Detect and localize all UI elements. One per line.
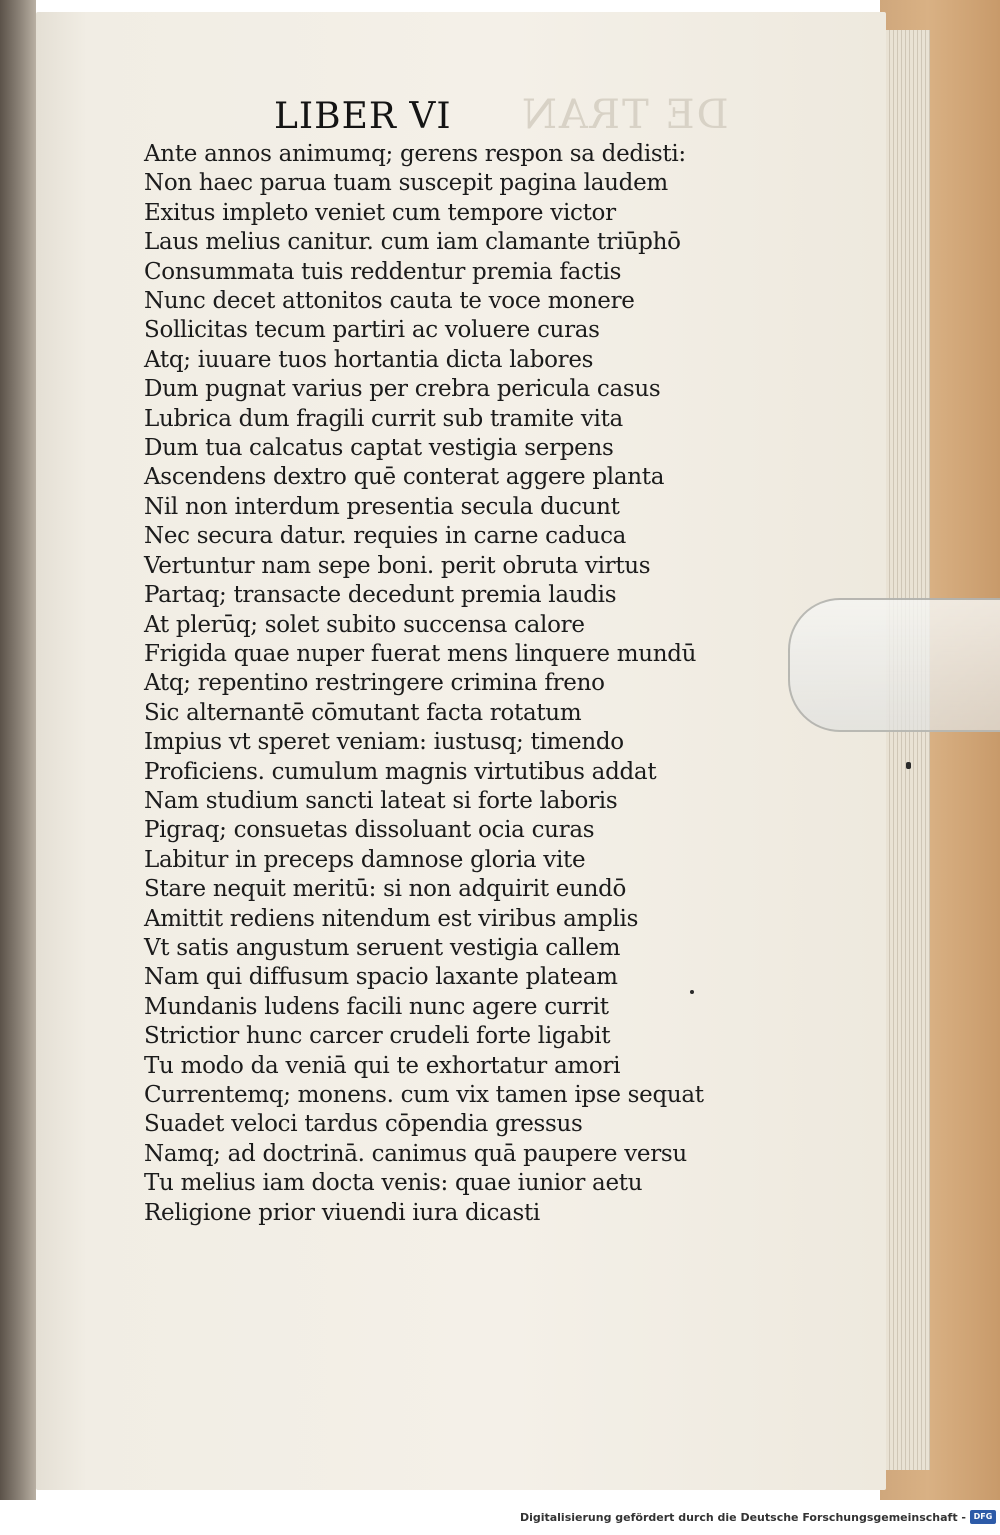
verse-line: Partaq; transacte decedunt premia laudis bbox=[144, 582, 617, 609]
verse-line: Vertuntur nam sepe boni. perit obruta virtus bbox=[144, 552, 651, 579]
verse-line: Stare nequit meritū: si non adquirit eundō bbox=[144, 876, 627, 903]
digitization-credit: Digitalisierung gefördert durch die Deutsche Forschungsgemeinschaft - bbox=[519, 1511, 966, 1524]
verse-line: Proficiens. cumulum magnis virtutibus addat bbox=[144, 758, 657, 785]
dfg-logo: DFG bbox=[970, 1510, 996, 1524]
ink-mark bbox=[906, 762, 911, 769]
verse-line: Vt satis angustum seruent vestigia callem bbox=[144, 934, 621, 961]
verse-line: Ante annos animumq; gerens respon sa dedisti: bbox=[144, 141, 686, 167]
verse-line: Nam studium sancti lateat si forte laboris bbox=[144, 787, 618, 814]
facing-page-edge bbox=[0, 0, 36, 1500]
verse-line: Amittit rediens nitendum est viribus amplis bbox=[144, 905, 639, 932]
showthrough-text: DE TRAN bbox=[520, 92, 729, 138]
verse-line: Mundanis ludens facili nunc agere currit bbox=[144, 993, 609, 1020]
verse-line: Tu melius iam docta venis: quae iunior aetu bbox=[144, 1170, 643, 1197]
verse-text bbox=[144, 140, 844, 1228]
verse-line: Strictior hunc carcer crudeli forte ligabit bbox=[144, 1023, 611, 1050]
verse-line: Namq; ad doctrinā. canimus quā paupere versu bbox=[144, 1140, 687, 1167]
verse-line: Dum tua calcatus captat vestigia serpens bbox=[144, 435, 614, 462]
verse-line: Lubrica dum fragili currit sub tramite vita bbox=[144, 405, 623, 432]
footer-bar bbox=[0, 1500, 1000, 1535]
verse-line: Currentemq; monens. cum vix tamen ipse sequat bbox=[144, 1082, 704, 1108]
verse-line: Frigida quae nuper fuerat mens linquere mundū bbox=[144, 640, 697, 667]
verse-line: Nam qui diffusum spacio laxante plateam bbox=[144, 964, 618, 991]
verse-line: At plerūq; solet subito succensa calore bbox=[144, 611, 585, 638]
verse-line: Consummata tuis reddentur premia factis bbox=[144, 258, 622, 285]
verse-line: Pigraq; consuetas dissoluant ocia curas bbox=[144, 817, 595, 844]
verse-line: Atq; repentino restringere crimina freno bbox=[144, 670, 605, 697]
verse-line: Sollicitas tecum partiri ac voluere curas bbox=[144, 317, 600, 344]
verse-line: Nil non interdum presentia secula ducunt bbox=[144, 493, 620, 520]
verse-line: Labitur in preceps damnose gloria vite bbox=[144, 846, 586, 873]
verse-line: Non haec parua tuam suscepit pagina laudem bbox=[144, 170, 668, 197]
verse-line: Impius vt speret veniam: iustusq; timendo bbox=[144, 729, 624, 756]
verse-line: Ascendens dextro quē conterat aggere planta bbox=[144, 464, 665, 491]
glass-clip bbox=[788, 598, 1000, 732]
verse-line: Dum pugnat varius per crebra pericula casus bbox=[144, 376, 661, 403]
verse-line: Sic alternantē cōmutant facta rotatum bbox=[144, 699, 582, 726]
verse-line: Religione prior viuendi iura dicasti bbox=[144, 1199, 540, 1226]
running-head: LIBER VI bbox=[274, 96, 452, 137]
verse-line: Suadet veloci tardus cōpendia gressus bbox=[144, 1111, 583, 1138]
ink-mark bbox=[690, 990, 694, 994]
verse-line: Nec secura datur. requies in carne caduca bbox=[144, 523, 627, 550]
verse-line: Laus melius canitur. cum iam clamante triūphō bbox=[144, 229, 681, 256]
verse-line: Exitus impleto veniet cum tempore victor bbox=[144, 199, 616, 226]
verse-line: Atq; iuuare tuos hortantia dicta labores bbox=[144, 346, 594, 373]
verse-line: Tu modo da veniā qui te exhortatur amori bbox=[144, 1052, 621, 1079]
verse-line: Nunc decet attonitos cauta te voce monere bbox=[144, 288, 635, 315]
